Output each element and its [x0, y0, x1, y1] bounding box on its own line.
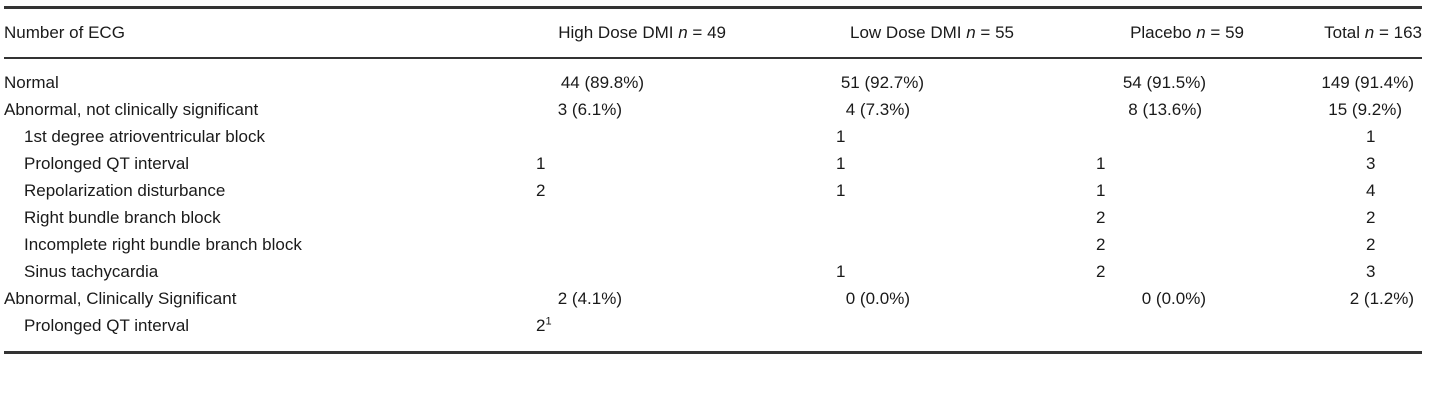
- cell-placebo: 2: [1096, 234, 1106, 254]
- cell-total: [1274, 312, 1422, 353]
- cell-high-dose: [434, 312, 734, 353]
- header-high-dose-n: n: [678, 23, 688, 42]
- row-label: Incomplete right bundle branch block: [24, 234, 302, 254]
- cell-total: 149 (91.4%): [1321, 72, 1414, 92]
- row-label: Right bundle branch block: [24, 207, 221, 227]
- header-low-dose: [734, 8, 1034, 59]
- ecg-results-table: [4, 6, 1422, 354]
- cell-total: 2: [1366, 234, 1376, 254]
- cell-high-dose-value: 2: [536, 315, 546, 335]
- header-total: [1274, 8, 1422, 59]
- table-row: [4, 312, 1422, 353]
- header-low-dose-text: [850, 23, 1014, 42]
- header-total-n: n: [1364, 23, 1375, 42]
- header-low-dose-count: = 55: [975, 23, 1014, 42]
- header-placebo-count: = 59: [1205, 23, 1244, 42]
- table-row: [4, 123, 1422, 150]
- header-low-dose-label: Low Dose DMI: [850, 23, 962, 42]
- footnote-marker: 1: [545, 314, 552, 327]
- cell-total: 15 (9.2%): [1328, 99, 1402, 119]
- cell-placebo: [1034, 123, 1274, 150]
- row-label: Sinus tachycardia: [24, 261, 159, 281]
- cell-placebo: 1: [1096, 153, 1106, 173]
- cell-total: 4: [1366, 180, 1376, 200]
- header-total-text: [1324, 23, 1422, 42]
- row-label: Abnormal, not clinically significant: [4, 99, 259, 119]
- cell-high-dose: 3 (6.1%): [557, 99, 622, 119]
- table-row: [4, 96, 1422, 123]
- cell-high-dose: 44 (89.8%): [560, 72, 644, 92]
- cell-low-dose: 1: [836, 180, 846, 200]
- table-row: [4, 285, 1422, 312]
- header-placebo-text: [1130, 23, 1244, 42]
- cell-low-dose: [734, 312, 1034, 353]
- header-placebo-label: Placebo: [1130, 23, 1192, 42]
- cell-total: 1: [1366, 126, 1376, 146]
- header-placebo: [1034, 8, 1274, 59]
- cell-placebo: 2: [1096, 261, 1106, 281]
- cell-placebo: 8 (13.6%): [1128, 99, 1202, 119]
- table-row: [4, 177, 1422, 204]
- row-label: Normal: [4, 72, 59, 92]
- cell-high-dose: [434, 204, 734, 231]
- cell-high-dose: 1: [536, 153, 546, 173]
- cell-low-dose: 1: [836, 261, 846, 281]
- header-number-of-ecg-label: Number of ECG: [4, 23, 125, 42]
- row-label: Repolarization disturbance: [24, 180, 226, 200]
- table-body: [4, 58, 1422, 353]
- header-total-label: Total: [1324, 23, 1361, 42]
- table-row: [4, 231, 1422, 258]
- cell-total: 2: [1366, 207, 1376, 227]
- table-row: [4, 150, 1422, 177]
- table-header: [4, 8, 1422, 59]
- cell-high-dose: [434, 123, 734, 150]
- table-row: [4, 258, 1422, 285]
- cell-placebo: 1: [1096, 180, 1106, 200]
- cell-high-dose: 2 (4.1%): [557, 288, 622, 308]
- header-row: [4, 8, 1422, 59]
- header-high-dose-label: High Dose DMI: [558, 23, 674, 42]
- cell-placebo: 54 (91.5%): [1122, 72, 1206, 92]
- ecg-table-container: [4, 0, 1424, 354]
- header-number-of-ecg: [4, 8, 434, 59]
- cell-total: 2 (1.2%): [1349, 288, 1414, 308]
- header-total-count: = 163: [1374, 23, 1422, 42]
- cell-low-dose: 4 (7.3%): [845, 99, 910, 119]
- cell-total: 3: [1366, 261, 1376, 281]
- cell-placebo: [1034, 312, 1274, 353]
- header-placebo-n: n: [1196, 23, 1206, 42]
- row-label: Prolonged QT interval: [24, 315, 190, 335]
- cell-placebo: 2: [1096, 207, 1106, 227]
- row-label: 1st degree atrioventricular block: [24, 126, 265, 146]
- cell-low-dose: 51 (92.7%): [840, 72, 924, 92]
- table-row: [4, 58, 1422, 96]
- cell-low-dose: [734, 204, 1034, 231]
- cell-low-dose: 1: [836, 126, 846, 146]
- header-low-dose-n: n: [966, 23, 976, 42]
- cell-low-dose: 0 (0.0%): [845, 288, 910, 308]
- cell-low-dose: 1: [836, 153, 846, 173]
- header-high-dose-text: [558, 23, 726, 42]
- cell-placebo: 0 (0.0%): [1141, 288, 1206, 308]
- cell-high-dose: [434, 258, 734, 285]
- table-row: [4, 204, 1422, 231]
- header-high-dose-count: = 49: [687, 23, 726, 42]
- row-label: Abnormal, Clinically Significant: [4, 288, 237, 308]
- cell-low-dose: [734, 231, 1034, 258]
- header-high-dose: [434, 8, 734, 59]
- cell-high-dose: [434, 231, 734, 258]
- row-label: Prolonged QT interval: [24, 153, 190, 173]
- cell-total: 3: [1366, 153, 1376, 173]
- cell-high-dose: 2: [536, 180, 546, 200]
